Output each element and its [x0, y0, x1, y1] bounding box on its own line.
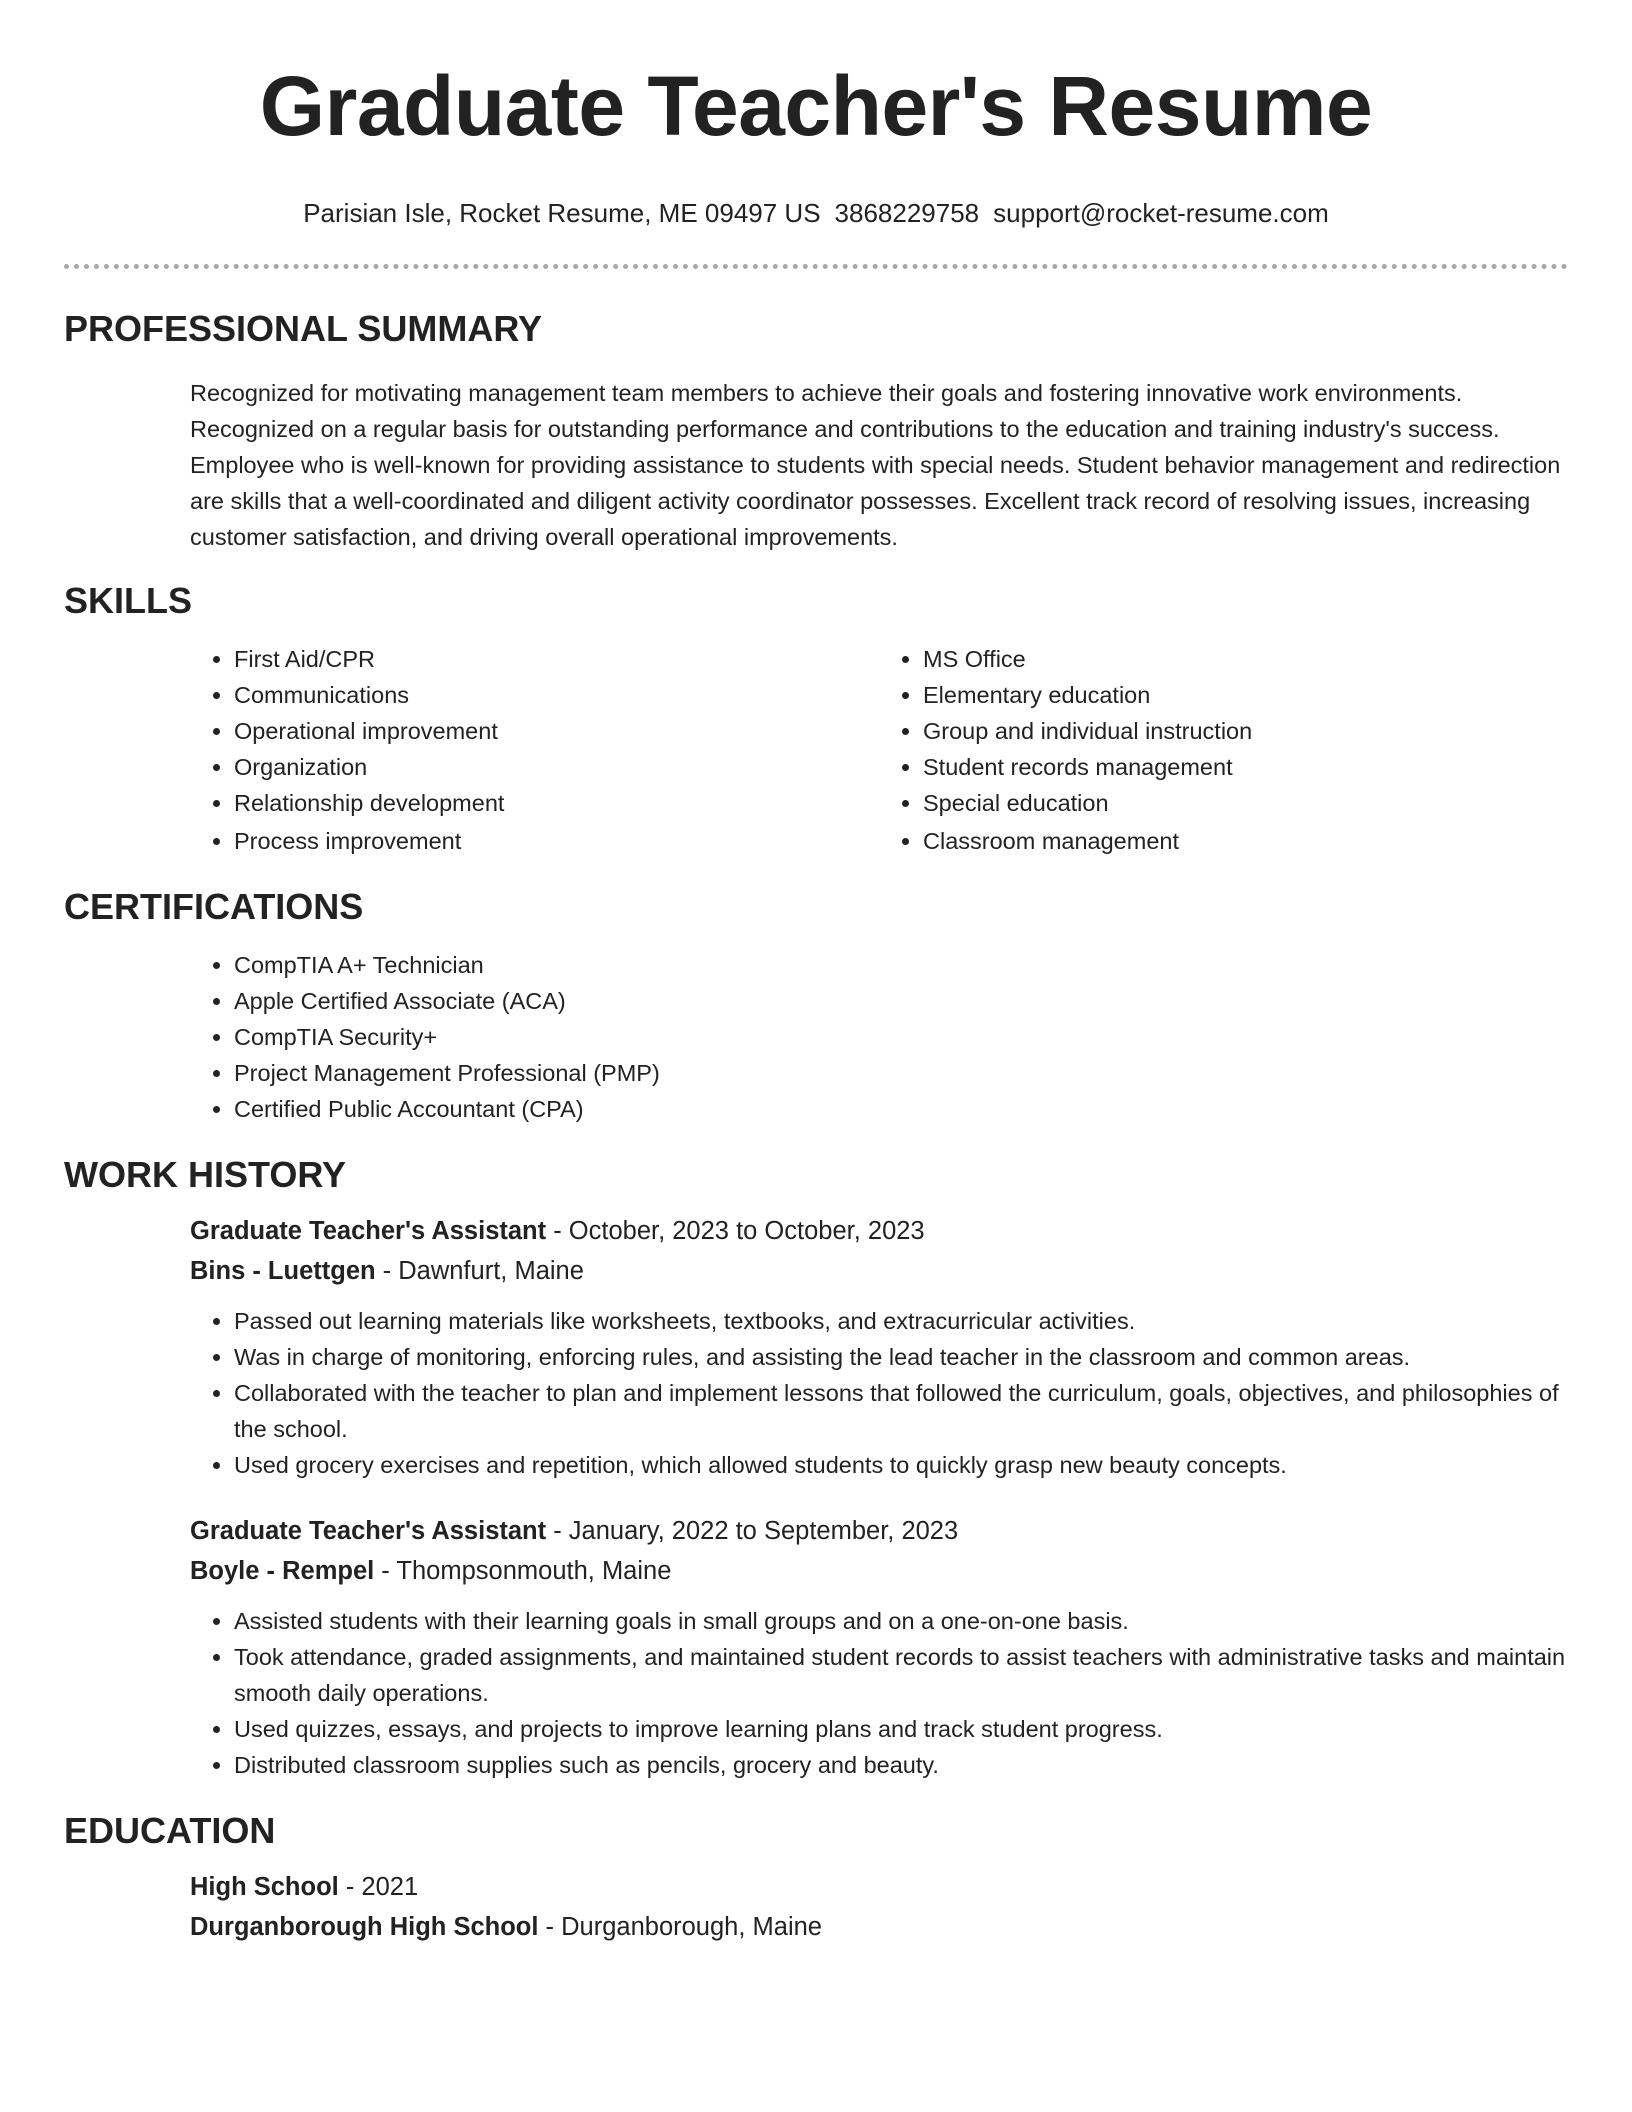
certification-item: • Certified Public Accountant (CPA): [234, 1091, 1568, 1127]
education-section: [64, 1809, 1568, 1947]
education-body: [190, 1867, 1568, 1947]
work-history-heading: WORK HISTORY: [64, 1154, 347, 1195]
skill-item: • Group and individual instruction: [923, 713, 1568, 749]
skill-item: • Elementary education: [923, 677, 1568, 713]
job-duties: [190, 1603, 1568, 1783]
certification-item: • Project Management Professional (PMP): [234, 1055, 1568, 1091]
education-degree-line: [190, 1867, 1568, 1907]
certifications-section: [64, 885, 1568, 1127]
education-school-line: [190, 1907, 1568, 1947]
job-company: Bins - Luettgen: [190, 1257, 376, 1285]
certifications-list: [190, 947, 1568, 1127]
job-title-line: [190, 1211, 1568, 1251]
contact-email: support@rocket-resume.com: [993, 198, 1329, 228]
education-year: - 2021: [338, 1873, 419, 1901]
job-company-line: [190, 1551, 1568, 1591]
job-duty: • Took attendance, graded assignments, and maintained student records to assist teachers with administrative tasks and maintain smooth daily operations.: [234, 1639, 1568, 1711]
contact-line: [64, 196, 1568, 230]
skill-item: • Process improvement: [234, 823, 879, 859]
job-title: Graduate Teacher's Assistant: [190, 1217, 547, 1245]
skill-item: • Special education: [923, 785, 1568, 821]
summary-section: [64, 307, 1568, 555]
skill-item: • Organization: [234, 749, 879, 785]
job-duty: • Passed out learning materials like worksheets, textbooks, and extracurricular activities.: [234, 1303, 1568, 1339]
job-duty: • Distributed classroom supplies such as pencils, grocery and beauty.: [234, 1747, 1568, 1783]
job-duties: [190, 1303, 1568, 1483]
education-school: Durganborough High School: [190, 1913, 539, 1941]
skills-list-left: [190, 641, 879, 859]
job-entry: [190, 1211, 1568, 1483]
resume-title: Graduate Teacher's Resume: [259, 59, 1373, 153]
certifications-body: [190, 947, 1568, 1127]
contact-address: Parisian Isle, Rocket Resume, ME 09497 US: [303, 198, 821, 228]
skill-item: • Student records management: [923, 749, 1568, 785]
job-title: Graduate Teacher's Assistant: [190, 1517, 547, 1545]
job-duty: • Assisted students with their learning goals in small groups and on a one-on-one basis.: [234, 1603, 1568, 1639]
resume-page: [64, 0, 1568, 1947]
education-degree: High School: [190, 1873, 339, 1901]
contact-phone: 3868229758: [834, 198, 980, 228]
job-location: - Dawnfurt, Maine: [375, 1257, 584, 1285]
skill-item: • First Aid/CPR: [234, 641, 879, 677]
certifications-heading: CERTIFICATIONS: [64, 886, 364, 927]
certification-item: • CompTIA A+ Technician: [234, 947, 1568, 983]
summary-text: Recognized for motivating management team members to achieve their goals and fostering innovative work environments. Recognized on a regular basis for outstanding performance and contributions to the education and training industry's success. Employee who is well-known for providing assistance to students with special needs. Student behavior management and redirection are skills that a well-coordinated and diligent activity coordinator possesses. Excellent track record of resolving issues, increasing customer satisfaction, and driving overall operational improvements.: [190, 380, 1561, 550]
skill-item: • Communications: [234, 677, 879, 713]
job-entry: [190, 1511, 1568, 1783]
work-history-section: [64, 1153, 1568, 1783]
job-location: - Thompsonmouth, Maine: [374, 1557, 672, 1585]
skills-heading: SKILLS: [64, 580, 193, 621]
skills-list-right: [879, 641, 1568, 859]
job-title-line: [190, 1511, 1568, 1551]
education-location: - Durganborough, Maine: [538, 1913, 822, 1941]
job-dates: - January, 2022 to September, 2023: [546, 1517, 959, 1545]
skill-item: • Classroom management: [923, 823, 1568, 859]
work-history-body: [190, 1211, 1568, 1783]
skills-grid: [190, 641, 1568, 859]
job-duty: • Used grocery exercises and repetition, which allowed students to quickly grasp new beauty concepts.: [234, 1447, 1568, 1483]
job-company-line: [190, 1251, 1568, 1291]
certification-item: • CompTIA Security+: [234, 1019, 1568, 1055]
header-divider: [64, 264, 1568, 269]
skill-item: • Relationship development: [234, 785, 879, 821]
job-dates: - October, 2023 to October, 2023: [546, 1217, 925, 1245]
job-duty: • Collaborated with the teacher to plan and implement lessons that followed the curriculum, goals, objectives, and philosophies of the school.: [234, 1375, 1568, 1447]
job-duty: • Was in charge of monitoring, enforcing rules, and assisting the lead teacher in the classroom and common areas.: [234, 1339, 1568, 1375]
summary-heading: PROFESSIONAL SUMMARY: [64, 308, 543, 349]
job-duty: • Used quizzes, essays, and projects to improve learning plans and track student progress.: [234, 1711, 1568, 1747]
job-company: Boyle - Rempel: [190, 1557, 375, 1585]
certification-item: • Apple Certified Associate (ACA): [234, 983, 1568, 1019]
education-heading: EDUCATION: [64, 1810, 276, 1851]
skills-section: [64, 579, 1568, 859]
skill-item: • Operational improvement: [234, 713, 879, 749]
skill-item: • MS Office: [923, 641, 1568, 677]
